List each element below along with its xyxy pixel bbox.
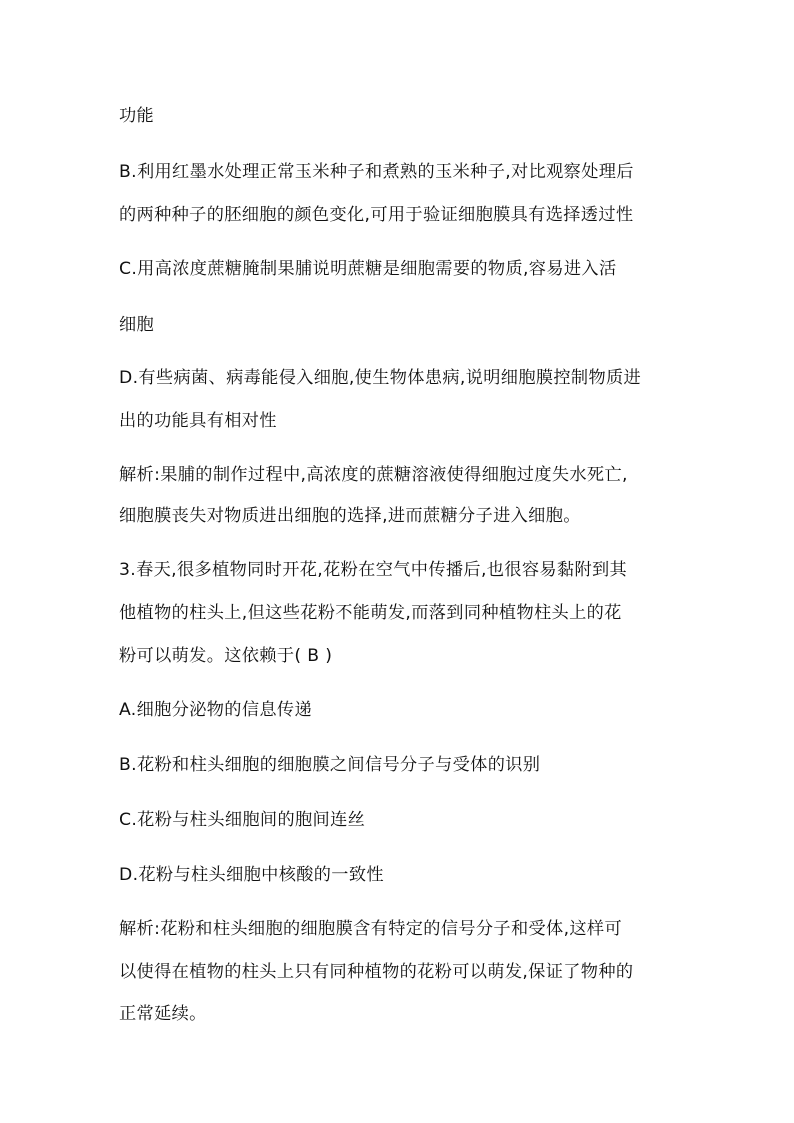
text-line-continuation-option-a: 功能 (119, 106, 155, 126)
text-line-q3-option-b: B.花粉和柱头细胞的细胞膜之间信号分子与受体的识别 (119, 755, 541, 775)
text-line-analysis-1-cont: 细胞膜丧失对物质进出细胞的选择,进而蔗糖分子进入细胞。 (119, 506, 581, 526)
text-line-analysis-2-cont2: 正常延续。 (119, 1004, 207, 1024)
text-line-option-c-cont: 细胞 (119, 315, 155, 335)
text-line-option-b-cont: 的两种种子的胚细胞的颜色变化,可用于验证细胞膜具有选择透过性 (119, 205, 634, 225)
text-line-q3-option-a: A.细胞分泌物的信息传递 (119, 700, 312, 720)
text-line-analysis-2: 解析:花粉和柱头细胞的细胞膜含有特定的信号分子和受体,这样可 (119, 919, 623, 939)
text-line-option-c: C.用高浓度蔗糖腌制果脯说明蔗糖是细胞需要的物质,容易进入活 (119, 259, 617, 279)
text-line-q3-option-d: D.花粉与柱头细胞中核酸的一致性 (119, 865, 384, 885)
text-line-analysis-1: 解析:果脯的制作过程中,高浓度的蔗糖溶液使得细胞过度失水死亡, (119, 465, 628, 485)
text-line-analysis-2-cont1: 以使得在植物的柱头上只有同种植物的花粉可以萌发,保证了物种的 (119, 962, 634, 982)
text-line-q3-option-c: C.花粉与柱头细胞间的胞间连丝 (119, 810, 366, 830)
text-line-question-3-cont1: 他植物的柱头上,但这些花粉不能萌发,而落到同种植物柱头上的花 (119, 603, 622, 623)
text-line-option-d-cont: 出的功能具有相对性 (119, 411, 277, 431)
text-line-option-b: B.利用红墨水处理正常玉米种子和煮熟的玉米种子,对比观察处理后 (119, 162, 634, 182)
text-line-question-3: 3.春天,很多植物同时开花,花粉在空气中传播后,也很容易黏附到其 (119, 560, 628, 580)
text-line-option-d: D.有些病菌、病毒能侵入细胞,使生物体患病,说明细胞膜控制物质进 (119, 368, 642, 388)
text-line-question-3-cont2: 粉可以萌发。这依赖于( B ) (119, 646, 333, 666)
